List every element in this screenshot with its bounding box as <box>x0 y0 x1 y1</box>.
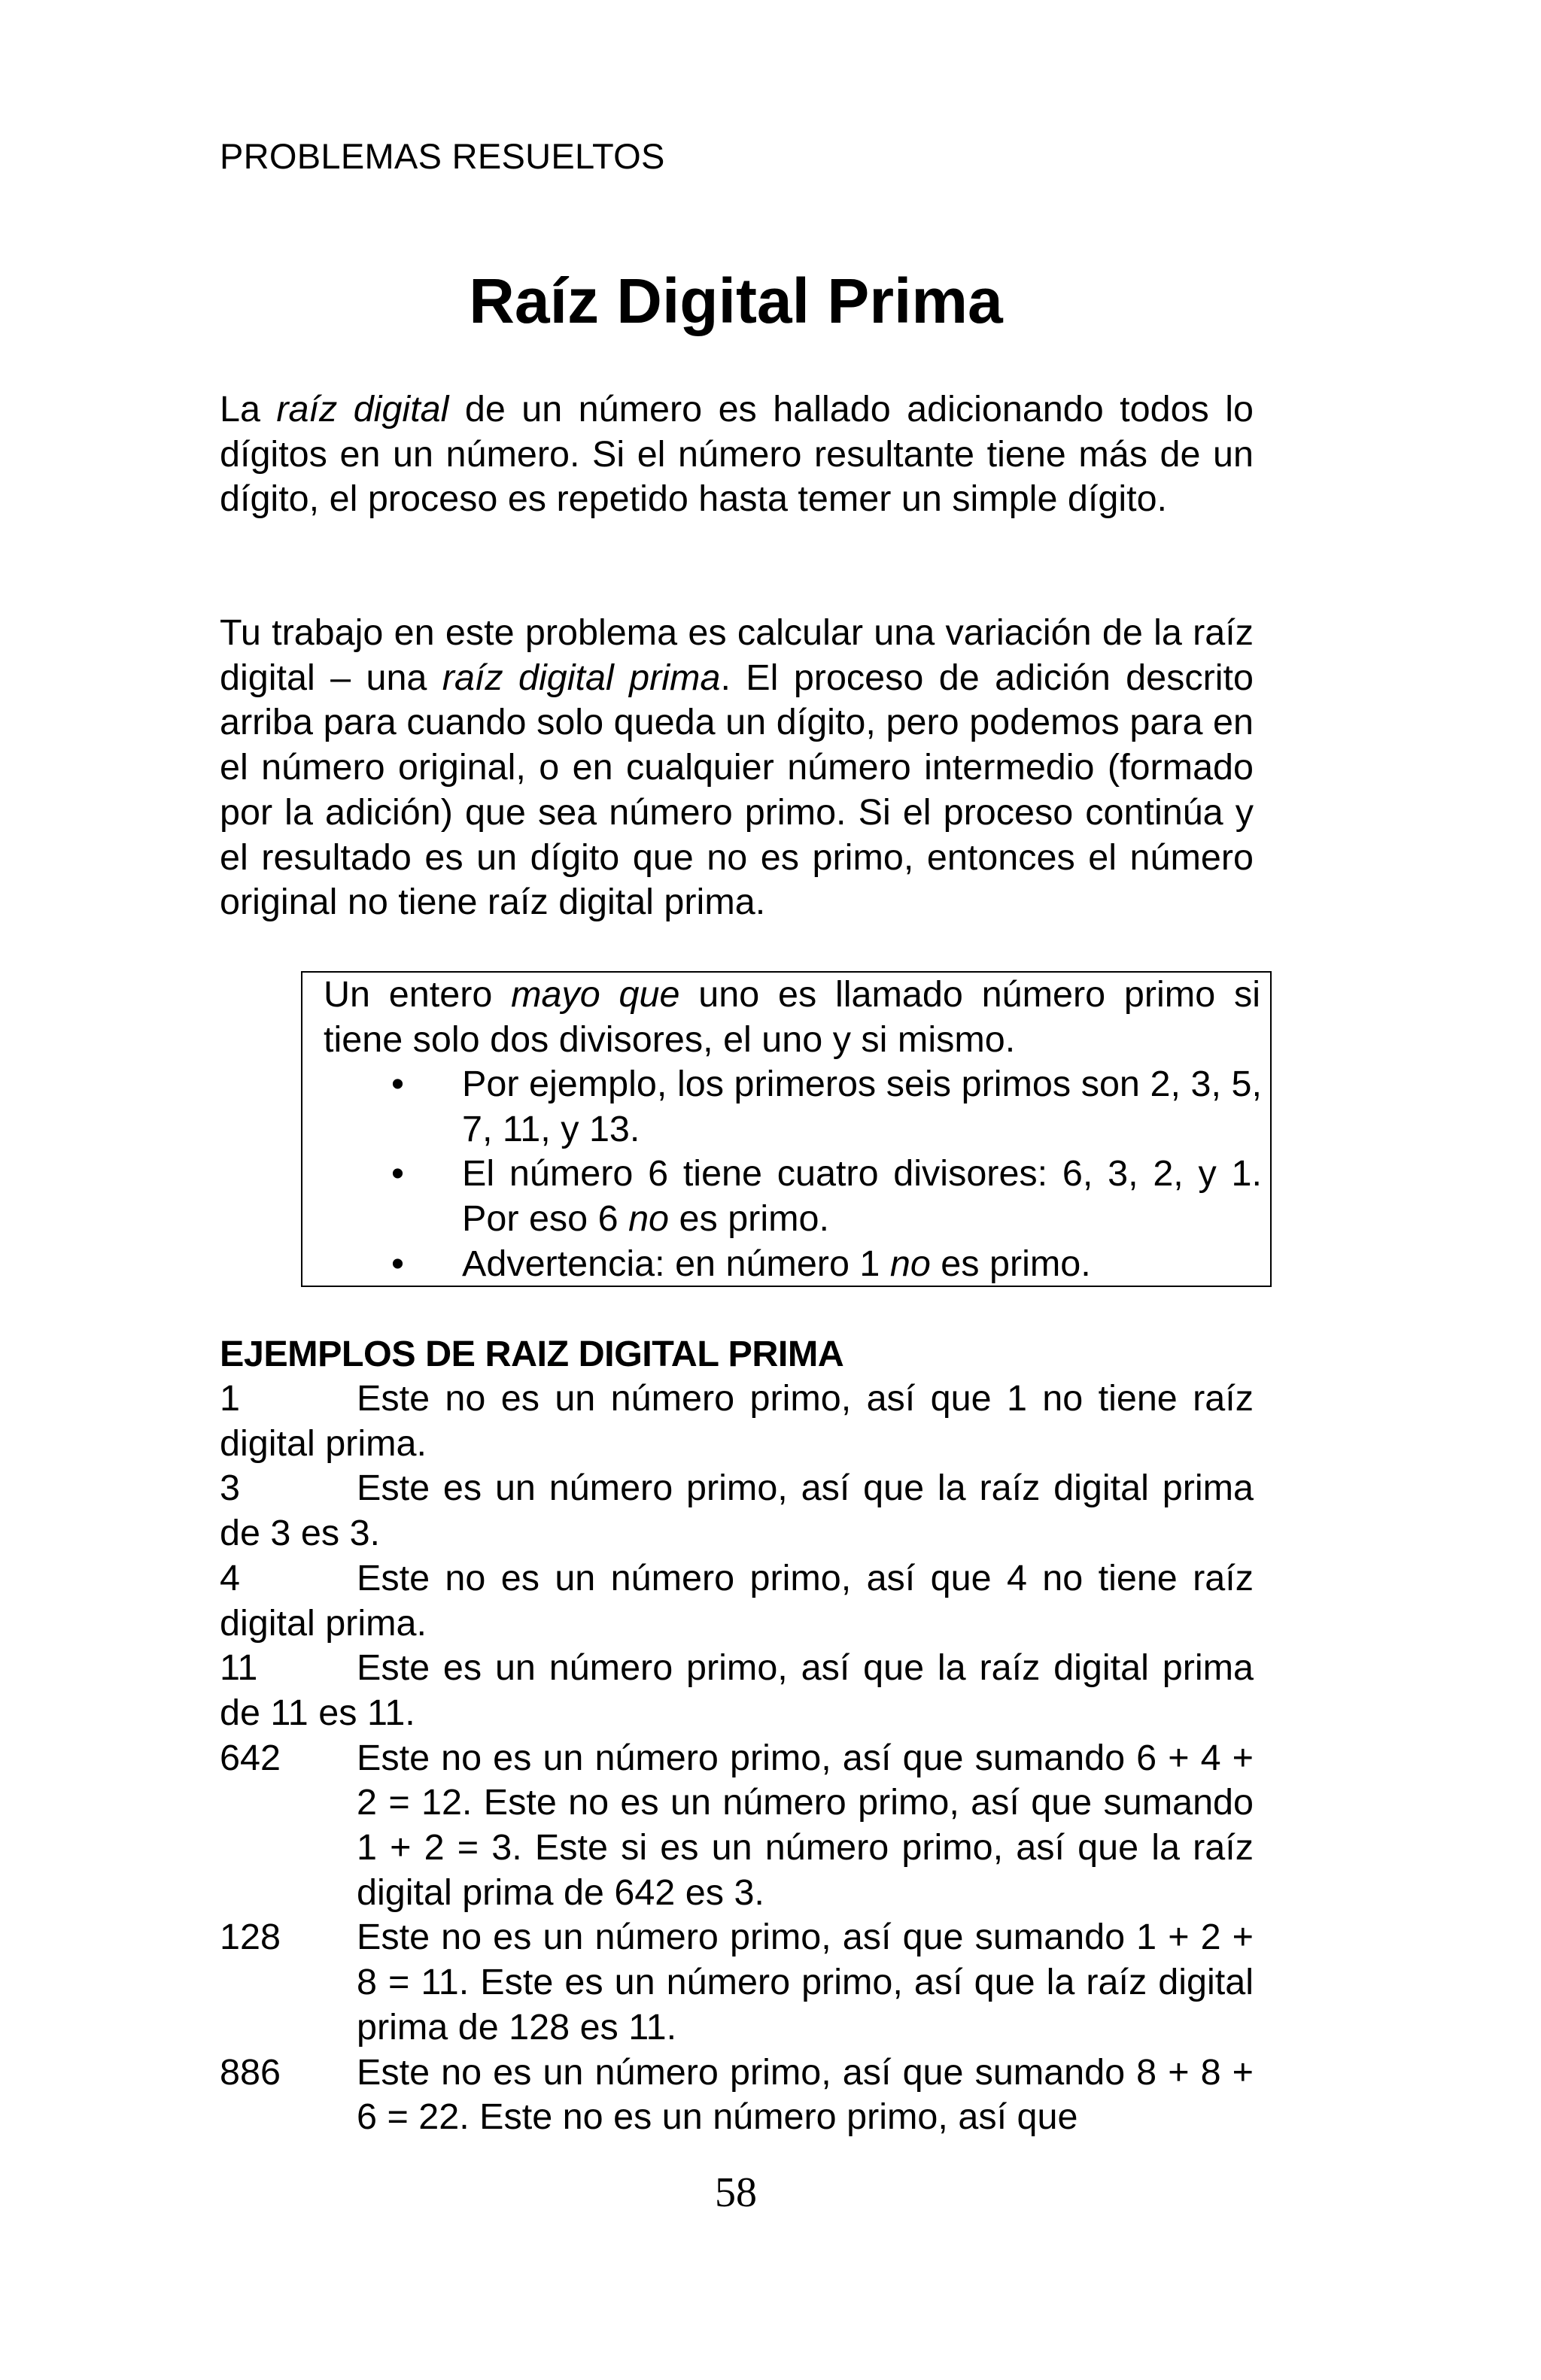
intro-p1-term: raíz digital <box>276 389 449 430</box>
intro-p1-text-c: de un número es hallado adicionando todos lo dígitos en un número. Si el número resultante tiene más de un dígito, el proceso es repetido hasta temer un simple dígito. <box>220 389 1254 520</box>
prime-note-text <box>462 1242 1262 1287</box>
example-item <box>220 2051 1254 2140</box>
example-text: Este es un número primo, así que la raíz digital prima de 11 es 11. <box>220 1647 1254 1733</box>
prime-definition-text <box>324 973 1260 1062</box>
note-b2-a: El número 6 tiene cuatro divisores: 6, 3, 2, y 1. Por eso 6 <box>462 1153 1262 1240</box>
example-item <box>220 1736 1254 1916</box>
intro-p2-text-a: Tu trabajo en este problema es calcular una variación de la raíz digital – una <box>220 612 1254 698</box>
example-number: 4 <box>220 1557 240 1598</box>
bullet-icon: • <box>391 1064 404 1104</box>
example-item <box>220 1646 1254 1735</box>
note-intro-c: uno es llamado número primo si tiene solo dos divisores, el uno y si mismo. <box>324 974 1260 1060</box>
example-number: 642 <box>220 1737 281 1778</box>
example-number: 11 <box>220 1647 258 1689</box>
example-text: Este es un número primo, así que la raíz digital prima de 3 es 3. <box>220 1468 1254 1554</box>
prime-note-text: Por ejemplo, los primeros seis primos son 2, 3, 5, 7, 11, y 13. <box>462 1064 1262 1149</box>
example-text: Este no es un número primo, así que 1 no tiene raíz digital prima. <box>220 1378 1254 1464</box>
examples-list <box>220 1377 1254 2140</box>
prime-note-item <box>302 1062 1273 1152</box>
example-number: 3 <box>220 1468 240 1509</box>
bullet-icon: • <box>391 1153 404 1195</box>
examples-heading: EJEMPLOS DE RAIZ DIGITAL PRIMA <box>220 1334 844 1374</box>
note-b2-c: es primo. <box>669 1198 829 1240</box>
page-number: 58 <box>715 2169 757 2216</box>
intro-p2-text-c: . El proceso de adición descrito arriba para cuando solo queda un dígito, pero podemos para en el número original, o en cualquier número intermedio (formado por la adición) que sea número primo. Si el proceso continúa y el resultado es un dígito que no es primo, entonces el número original no tiene raíz digital prima. <box>220 657 1254 923</box>
intro-paragraph-1 <box>220 387 1254 522</box>
intro-p2-term: raíz digital prima <box>442 657 721 698</box>
prime-notes-list <box>302 1062 1273 1287</box>
note-b3-a: Advertencia: en número 1 <box>462 1243 890 1284</box>
example-text: Este no es un número primo, así que 4 no tiene raíz digital prima. <box>220 1557 1254 1644</box>
bullet-icon: • <box>391 1243 404 1284</box>
page-title: Raíz Digital Prima <box>469 266 1003 336</box>
intro-paragraph-2 <box>220 611 1254 925</box>
example-number: 128 <box>220 1917 281 1958</box>
example-item <box>220 1915 1254 2050</box>
intro-p1-text-a: La <box>220 389 277 430</box>
example-text: Este no es un número primo, así que sumando 1 + 2 + 8 = 11. Este es un número primo, así que la raíz digital prima de 128 es 11. <box>357 1917 1254 2048</box>
note-intro-a: Un entero <box>324 974 512 1015</box>
note-b3-c: es primo. <box>930 1243 1091 1284</box>
prime-note-item <box>302 1152 1273 1241</box>
example-item <box>220 1466 1254 1556</box>
note-b2-emphasis: no <box>628 1198 670 1240</box>
running-header: PROBLEMAS RESUELTOS <box>220 136 665 176</box>
note-intro-emphasis: mayo que <box>511 974 680 1015</box>
example-text: Este no es un número primo, así que sumando 6 + 4 + 2 = 12. Este no es un número primo, así que sumando 1 + 2 = 3. Este si es un número primo, así que la raíz digital prima de 642 es 3. <box>357 1737 1254 1913</box>
example-text: Este no es un número primo, así que sumando 8 + 8 + 6 = 22. Este no es un número primo, así que <box>357 2051 1254 2138</box>
example-number: 1 <box>220 1378 240 1419</box>
example-item <box>220 1556 1254 1646</box>
prime-definition-box <box>301 971 1272 1287</box>
example-number: 886 <box>220 2051 281 2093</box>
prime-note-text <box>462 1152 1262 1241</box>
note-b3-emphasis: no <box>889 1243 931 1284</box>
example-item <box>220 1377 1254 1466</box>
prime-note-item <box>302 1242 1273 1287</box>
